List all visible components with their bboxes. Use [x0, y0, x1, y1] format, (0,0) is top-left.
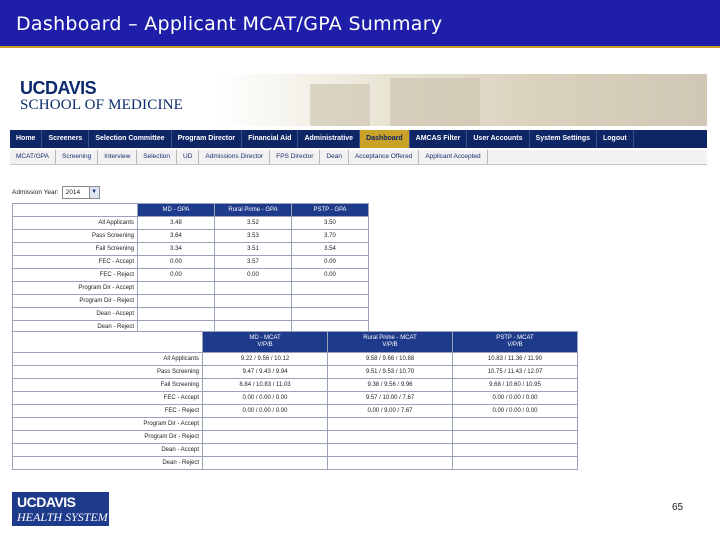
table-row [13, 431, 578, 444]
table-cell: 9.58 / 9.66 / 10.88 [328, 353, 453, 366]
table-header-row [13, 204, 369, 217]
table-cell [203, 457, 328, 470]
table-cell [203, 431, 328, 444]
row-label: FEC - Accept [13, 256, 138, 269]
subnav-tab-mcat-gpa[interactable]: MCAT/GPA [10, 150, 56, 164]
main-nav [10, 130, 707, 148]
row-label: Dean - Reject [13, 457, 203, 470]
slide-title: Dashboard – Applicant MCAT/GPA Summary [16, 13, 443, 35]
table-cell: 3.34 [138, 243, 215, 256]
footer-logo-ucdavis: UCDAVIS [17, 494, 76, 510]
nav-tab-selection-committee[interactable]: Selection Committee [89, 130, 171, 148]
table-cell: 9.22 / 9.56 / 10.12 [203, 353, 328, 366]
table-cell [292, 308, 369, 321]
table-cell: 10.75 / 11.43 / 12.07 [453, 366, 578, 379]
table-cell [328, 418, 453, 431]
table-cell [292, 295, 369, 308]
table-cell [328, 444, 453, 457]
row-label: Program Dir - Accept [13, 418, 203, 431]
table-row [13, 405, 578, 418]
table-row [13, 379, 578, 392]
nav-tab-system-settings[interactable]: System Settings [530, 130, 597, 148]
column-header: PSTP - GPA [292, 204, 369, 217]
table-cell [138, 295, 215, 308]
table-cell: 3.48 [138, 217, 215, 230]
nav-tab-user-accounts[interactable]: User Accounts [467, 130, 529, 148]
table-cell [328, 431, 453, 444]
health-system-logo [12, 492, 109, 526]
subnav-tab-screening[interactable]: Screening [56, 150, 98, 164]
logo-school-name: SCHOOL OF MEDICINE [20, 97, 184, 113]
row-label: Program Dir - Accept [13, 282, 138, 295]
row-label: Dean - Accept [13, 308, 138, 321]
row-label: FEC - Accept [13, 392, 203, 405]
admission-year-label: Admission Year: [12, 189, 59, 196]
table-cell: 0.00 [292, 256, 369, 269]
table-cell [292, 282, 369, 295]
subnav-tab-applicant-accepted[interactable]: Applicant Accepted [419, 150, 487, 164]
column-header: Rural Prime - MCAT V/P/B [328, 332, 453, 353]
table-row [13, 295, 369, 308]
table-cell: 0.00 [138, 269, 215, 282]
row-label: All Applicants [13, 217, 138, 230]
table-cell [138, 282, 215, 295]
row-label: FEC - Reject [13, 405, 203, 418]
table-cell: 0.00 / 0.00 / 0.00 [453, 405, 578, 418]
sub-nav [10, 150, 707, 165]
table-cell: 0.00 / 9.00 / 7.67 [328, 405, 453, 418]
table-cell: 9.38 / 9.56 / 9.96 [328, 379, 453, 392]
table-row [13, 418, 578, 431]
page-number: 65 [672, 502, 684, 513]
subnav-tab-interview[interactable]: Interview [98, 150, 137, 164]
row-label: Dean - Reject [13, 321, 138, 334]
table-row [13, 217, 369, 230]
table-cell: 3.64 [138, 230, 215, 243]
banner-building-graphic [310, 84, 370, 126]
table-row [13, 457, 578, 470]
admission-year-value: 2014 [65, 189, 81, 196]
table-cell [215, 308, 292, 321]
table-cell: 3.51 [215, 243, 292, 256]
column-header: PSTP - MCAT V/P/B [453, 332, 578, 353]
table-cell [453, 457, 578, 470]
table-cell: 9.57 / 10.00 / 7.67 [328, 392, 453, 405]
table-cell: 10.83 / 11.36 / 11.90 [453, 353, 578, 366]
column-header: MD - GPA [138, 204, 215, 217]
table-row [13, 308, 369, 321]
row-label: Fail Screening [13, 243, 138, 256]
table-cell: 0.00 / 0.00 / 0.00 [203, 405, 328, 418]
table-cell: 3.70 [292, 230, 369, 243]
nav-tab-amcas-filter[interactable]: AMCAS Filter [410, 130, 468, 148]
row-label: FEC - Reject [13, 269, 138, 282]
row-label: Program Dir - Reject [13, 431, 203, 444]
table-row [13, 230, 369, 243]
table-row [13, 282, 369, 295]
subnav-tab-dean[interactable]: Dean [320, 150, 349, 164]
header-banner [10, 74, 707, 126]
nav-tab-program-director[interactable]: Program Director [172, 130, 243, 148]
nav-tab-home[interactable]: Home [10, 130, 42, 148]
column-header: Rural Prime - GPA [215, 204, 292, 217]
table-cell [453, 431, 578, 444]
footer-logo-health-system: HEALTH SYSTEM [17, 510, 108, 524]
subnav-tab-ud[interactable]: UD [177, 150, 199, 164]
subnav-tab-selection[interactable]: Selection [137, 150, 177, 164]
row-label: Fail Screening [13, 379, 203, 392]
table-cell: 0.00 / 0.00 / 0.00 [203, 392, 328, 405]
row-label: All Applicants [13, 353, 203, 366]
table-cell [203, 444, 328, 457]
banner-building-graphic [390, 78, 480, 126]
table-cell [138, 308, 215, 321]
table-row [13, 392, 578, 405]
table-cell [453, 418, 578, 431]
nav-tab-administrative[interactable]: Administrative [298, 130, 360, 148]
table-cell: 9.51 / 9.53 / 10.70 [328, 366, 453, 379]
table-cell [203, 418, 328, 431]
table-cell: 3.53 [215, 230, 292, 243]
subnav-tab-fps-director[interactable]: FPS Director [270, 150, 320, 164]
column-header [13, 204, 138, 217]
subnav-tab-admissions-director[interactable]: Admissions Director [199, 150, 270, 164]
table-row [13, 256, 369, 269]
nav-tab-screeners[interactable]: Screeners [42, 130, 89, 148]
table-cell: 3.57 [215, 256, 292, 269]
row-label: Program Dir - Reject [13, 295, 138, 308]
table-cell: 8.84 / 10.83 / 11.03 [203, 379, 328, 392]
row-label: Dean - Accept [13, 444, 203, 457]
column-header [13, 332, 203, 353]
table-cell: 3.52 [215, 217, 292, 230]
table-cell [453, 444, 578, 457]
column-header: MD - MCAT V/P/B [203, 332, 328, 353]
table-row [13, 243, 369, 256]
logo-ucdavis: UCDAVIS [20, 78, 97, 98]
admission-year-filter [12, 186, 100, 199]
school-logo [20, 78, 183, 114]
gpa-summary-table [12, 203, 369, 334]
subnav-tab-acceptance-offered[interactable]: Acceptance Offered [349, 150, 419, 164]
table-cell [215, 282, 292, 295]
table-cell: 3.54 [292, 243, 369, 256]
table-cell [328, 457, 453, 470]
table-row [13, 366, 578, 379]
table-cell [215, 295, 292, 308]
nav-tab-logout[interactable]: Logout [597, 130, 634, 148]
table-row [13, 444, 578, 457]
table-header-row [13, 332, 578, 353]
mcat-summary-table [12, 331, 578, 470]
admission-year-select[interactable] [62, 186, 100, 199]
nav-tab-dashboard[interactable]: Dashboard [360, 130, 410, 148]
table-cell: 9.47 / 9.43 / 9.94 [203, 366, 328, 379]
table-cell: 9.68 / 10.60 / 10.95 [453, 379, 578, 392]
table-row [13, 353, 578, 366]
row-label: Pass Screening [13, 366, 203, 379]
table-row [13, 269, 369, 282]
row-label: Pass Screening [13, 230, 138, 243]
table-cell: 0.00 [215, 269, 292, 282]
table-cell: 0.00 [138, 256, 215, 269]
table-cell: 0.00 [292, 269, 369, 282]
nav-tab-financial-aid[interactable]: Financial Aid [242, 130, 298, 148]
table-cell: 3.50 [292, 217, 369, 230]
slide-title-bar [0, 0, 720, 48]
app-screenshot-frame [10, 74, 707, 474]
chevron-down-icon: ▼ [89, 187, 99, 198]
table-cell: 0.00 / 0.00 / 0.00 [453, 392, 578, 405]
